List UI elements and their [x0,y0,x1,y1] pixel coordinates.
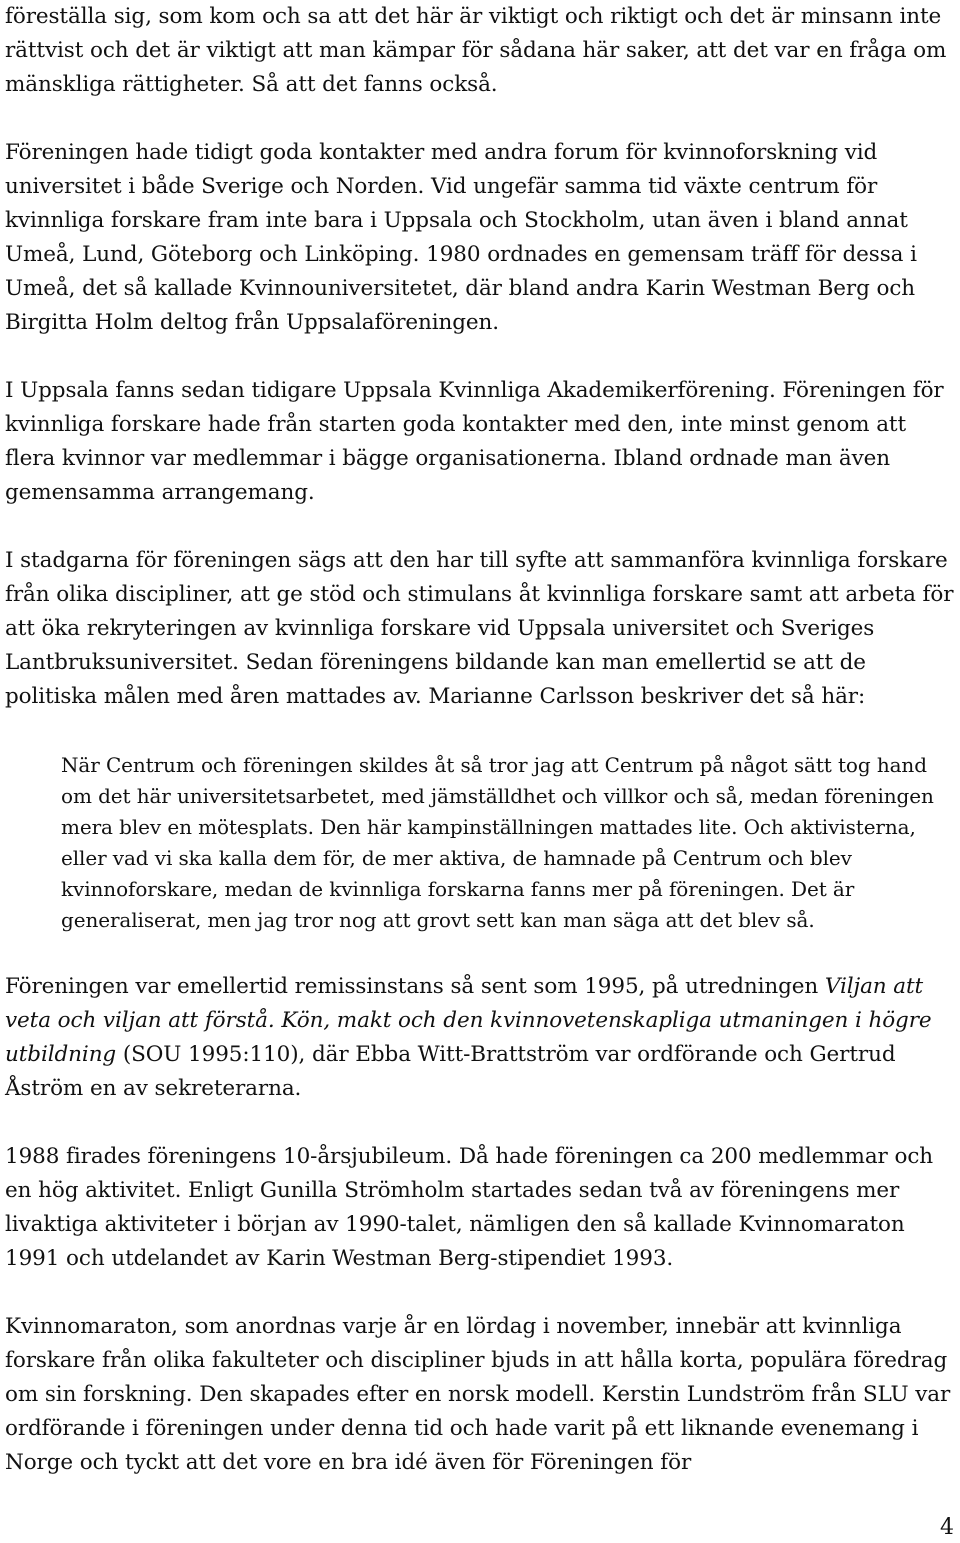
block-quote: När Centrum och föreningen skildes åt så tror jag att Centrum på något sätt tog hand om det här universitetsarbetet, med jämställdhet och villkor och så, medan föreningen mera blev en mötesplats. Den här kampinställningen mattades lite. Och aktivisterna, eller vad vi ska kalla dem för, de mer aktiva, de hamnade på Centrum och blev kvinnoforskare, medan de kvinnliga forskarna fanns mer på föreningen. Det är generaliserat, men jag tror nog att grovt sett kan man säga att det blev så. [61,753,934,932]
document-page [5,0,958,1480]
paragraph-2: Föreningen hade tidigt goda kontakter med andra forum för kvinnoforskning vid universitet i både Sverige och Norden. Vid ungefär samma tid växte centrum för kvinnliga forskare fram inte bara i Uppsala och Stockholm, utan även i bland annat Umeå, Lund, Göteborg och Linköping. 1980 ordnades en gemensam träff för dessa i Umeå, det så kallade Kvinnouniversitetet, där bland andra Karin Westman Berg och Birgitta Holm deltog från Uppsalaföreningen. [5,140,917,335]
paragraph-5 [5,970,958,1106]
paragraph-6: 1988 firades föreningens 10-årsjubileum. Då hade föreningen ca 200 medlemmar och en hög aktivitet. Enligt Gunilla Strömholm startades sedan två av föreningens mer livaktiga aktiviteter i början av 1990-talet, nämligen den så kallade Kvinnomaraton 1991 och utdelandet av Karin Westman Berg-stipendiet 1993. [5,1144,934,1271]
page-number: 4 [940,1515,954,1540]
paragraph-7: Kvinnomaraton, som anordnas varje år en lördag i november, innebär att kvinnliga forskare från olika fakulteter och discipliner bjuds in att hålla korta, populära föredrag om sin forskning. Den skapades efter en norsk modell. Kerstin Lundström från SLU var ordförande i föreningen under denna tid och hade varit på ett liknande evenemang i Norge och tyckt att det vore en bra idé även för Föreningen för [5,1314,951,1475]
paragraph-5-end: (SOU 1995:110), där Ebba Witt-Brattström var ordförande och Gertrud Åström en av sekreterarna. [5,1042,896,1101]
report-title: Viljan att veta och viljan att förstå. Kön, makt och den kvinnovetenskapliga utmaningen i högre utbildning [5,974,932,1067]
paragraph-5-start: Föreningen var emellertid remissinstans så sent som 1995, på utredningen [5,974,825,999]
paragraph-1: föreställa sig, som kom och sa att det här är viktigt och riktigt och det är minsann inte rättvist och det är viktigt att man kämpar för sådana här saker, att det var en fråga om mänskliga rättigheter. Så att det fanns också. [5,4,947,97]
paragraph-4: I stadgarna för föreningen sägs att den har till syfte att sammanföra kvinnliga forskare från olika discipliner, att ge stöd och stimulans åt kvinnliga forskare samt att arbeta för att öka rekryteringen av kvinnliga forskare vid Uppsala universitet och Sveriges Lantbruksuniversitet. Sedan föreningens bildande kan man emellertid se att de politiska målen med åren mattades av. Marianne Carlsson beskriver det så här: [5,548,954,709]
paragraph-3: I Uppsala fanns sedan tidigare Uppsala Kvinnliga Akademikerförening. Föreningen för kvinnliga forskare hade från starten goda kontakter med den, inte minst genom att flera kvinnor var medlemmar i bägge organisationerna. Ibland ordnade man även gemensamma arrangemang. [5,378,944,505]
